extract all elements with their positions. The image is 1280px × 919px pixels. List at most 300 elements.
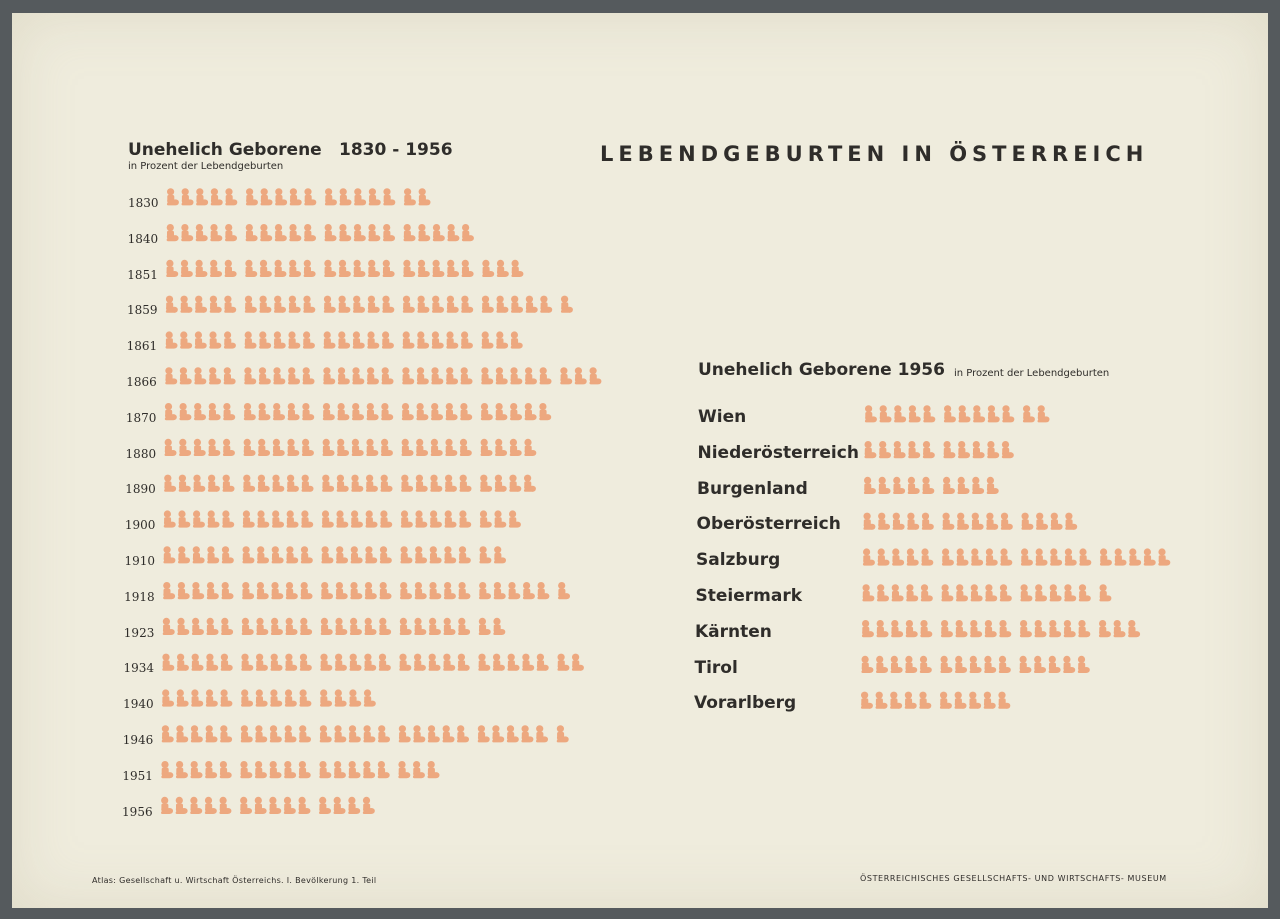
baby-figure-icon xyxy=(363,761,375,778)
baby-figure-icon xyxy=(289,224,301,241)
baby-figure-icon xyxy=(428,761,440,778)
baby-figure-icon xyxy=(1064,584,1076,601)
baby-figure-icon xyxy=(191,725,203,742)
baby-figure-icon xyxy=(338,296,350,313)
baby-figure-icon xyxy=(351,475,363,492)
baby-figure-icon xyxy=(242,582,254,599)
baby-figure-icon xyxy=(537,582,549,599)
baby-figure-icon xyxy=(480,475,492,492)
baby-figure-icon xyxy=(955,692,967,709)
baby-figure-icon xyxy=(540,367,552,384)
baby-figure-icon xyxy=(417,296,429,313)
baby-figure-icon xyxy=(462,224,474,241)
baby-figure-icon xyxy=(1078,656,1090,673)
baby-figure-icon xyxy=(431,403,443,420)
baby-figure-icon xyxy=(163,582,175,599)
baby-figure-icon xyxy=(338,367,350,384)
baby-figure-icon xyxy=(536,725,548,742)
baby-figure-icon xyxy=(891,620,903,637)
baby-figure-icon xyxy=(906,584,918,601)
baby-figure-icon xyxy=(177,618,189,635)
baby-figure-icon xyxy=(507,725,519,742)
year-label: 1940 xyxy=(123,697,154,712)
baby-figure-icon xyxy=(943,477,955,494)
baby-figure-icon xyxy=(494,510,506,527)
baby-figure-icon xyxy=(382,331,394,348)
baby-figure-icon xyxy=(987,441,999,458)
baby-figure-icon xyxy=(526,296,538,313)
baby-figure-icon xyxy=(1035,584,1047,601)
baby-figure-icon xyxy=(415,546,427,563)
baby-figure-icon xyxy=(400,618,412,635)
baby-figure-icon xyxy=(496,367,508,384)
baby-figure-icon xyxy=(444,546,456,563)
baby-figure-icon xyxy=(381,475,393,492)
baby-figure-icon xyxy=(480,510,492,527)
baby-figure-icon xyxy=(176,797,188,814)
baby-figure-icon xyxy=(957,548,969,565)
baby-figure-icon xyxy=(1020,584,1032,601)
baby-figure-icon xyxy=(163,546,175,563)
baby-figure-icon xyxy=(354,188,366,205)
baby-figure-icon xyxy=(284,797,296,814)
chart1-row-1840 xyxy=(167,224,474,241)
baby-figure-icon xyxy=(220,725,232,742)
baby-figure-icon xyxy=(478,654,490,671)
baby-figure-icon xyxy=(166,260,178,277)
baby-figure-icon xyxy=(907,513,919,530)
baby-figure-icon xyxy=(969,692,981,709)
chart2-row-Wien xyxy=(865,405,1050,422)
baby-figure-icon xyxy=(364,654,376,671)
baby-figure-icon xyxy=(191,689,203,706)
baby-figure-icon xyxy=(353,260,365,277)
chart2-row-Burgenland xyxy=(864,477,999,494)
baby-figure-icon xyxy=(379,654,391,671)
baby-figure-icon xyxy=(430,475,442,492)
baby-figure-icon xyxy=(383,188,395,205)
baby-figure-icon xyxy=(275,224,287,241)
baby-figure-icon xyxy=(1002,441,1014,458)
baby-figure-icon xyxy=(1099,584,1111,601)
baby-figure-icon xyxy=(351,510,363,527)
baby-figure-icon xyxy=(958,477,970,494)
baby-figure-icon xyxy=(401,510,413,527)
baby-figure-icon xyxy=(984,692,996,709)
chart1-row-1900 xyxy=(164,510,521,527)
baby-figure-icon xyxy=(973,441,985,458)
baby-figure-icon xyxy=(510,367,522,384)
baby-figure-icon xyxy=(165,439,177,456)
baby-figure-icon xyxy=(272,510,284,527)
baby-figure-icon xyxy=(1050,548,1062,565)
baby-figure-icon xyxy=(922,477,934,494)
baby-figure-icon xyxy=(429,654,441,671)
baby-figure-icon xyxy=(302,439,314,456)
baby-figure-icon xyxy=(1049,656,1061,673)
baby-figure-icon xyxy=(367,331,379,348)
baby-figure-icon xyxy=(319,797,331,814)
baby-figure-icon xyxy=(447,260,459,277)
baby-figure-icon xyxy=(206,654,218,671)
baby-figure-icon xyxy=(1002,405,1014,422)
baby-figure-icon xyxy=(195,296,207,313)
chart1-subtitle: in Prozent der Lebendgeburten xyxy=(128,161,284,172)
baby-figure-icon xyxy=(325,224,337,241)
state-label: Steiermark xyxy=(695,586,803,606)
baby-figure-icon xyxy=(493,654,505,671)
baby-figure-icon xyxy=(285,689,297,706)
baby-figure-icon xyxy=(165,403,177,420)
baby-figure-icon xyxy=(999,620,1011,637)
baby-figure-icon xyxy=(260,260,272,277)
baby-figure-icon xyxy=(334,761,346,778)
state-label: Tirol xyxy=(694,657,738,678)
baby-figure-icon xyxy=(383,224,395,241)
baby-figure-icon xyxy=(337,439,349,456)
chart1-row-1934 xyxy=(162,654,584,671)
baby-figure-icon xyxy=(338,331,350,348)
baby-figure-icon xyxy=(890,692,902,709)
baby-figure-icon xyxy=(245,296,257,313)
baby-figure-icon xyxy=(196,224,208,241)
baby-figure-icon xyxy=(557,654,569,671)
baby-figure-icon xyxy=(244,439,256,456)
baby-figure-icon xyxy=(210,260,222,277)
baby-figure-icon xyxy=(1049,620,1061,637)
baby-figure-icon xyxy=(222,546,234,563)
baby-figure-icon xyxy=(891,656,903,673)
baby-figure-icon xyxy=(511,331,523,348)
baby-figure-icon xyxy=(221,654,233,671)
baby-figure-icon xyxy=(287,475,299,492)
baby-figure-icon xyxy=(443,725,455,742)
baby-figure-icon xyxy=(495,475,507,492)
baby-figure-icon xyxy=(864,441,876,458)
baby-figure-icon xyxy=(164,510,176,527)
baby-figure-icon xyxy=(401,475,413,492)
baby-figure-icon xyxy=(482,296,494,313)
baby-figure-icon xyxy=(289,260,301,277)
baby-figure-icon xyxy=(458,618,470,635)
baby-figure-icon xyxy=(1050,584,1062,601)
baby-figure-icon xyxy=(177,689,189,706)
baby-figure-icon xyxy=(1079,584,1091,601)
baby-figure-icon xyxy=(1128,620,1140,637)
baby-figure-icon xyxy=(208,439,220,456)
baby-figure-icon xyxy=(921,584,933,601)
baby-figure-icon xyxy=(482,260,494,277)
baby-figure-icon xyxy=(560,367,572,384)
baby-figure-icon xyxy=(300,654,312,671)
chart1-row-1859 xyxy=(166,296,573,313)
baby-figure-icon xyxy=(923,441,935,458)
baby-figure-icon xyxy=(400,582,412,599)
year-label: 1951 xyxy=(122,768,153,783)
baby-figure-icon xyxy=(894,441,906,458)
baby-figure-icon xyxy=(940,692,952,709)
baby-figure-icon xyxy=(299,761,311,778)
baby-figure-icon xyxy=(878,548,890,565)
baby-figure-icon xyxy=(205,797,217,814)
baby-figure-icon xyxy=(167,224,179,241)
baby-figure-icon xyxy=(244,403,256,420)
baby-figure-icon xyxy=(539,403,551,420)
baby-figure-icon xyxy=(985,584,997,601)
baby-figure-icon xyxy=(956,620,968,637)
baby-figure-icon xyxy=(288,367,300,384)
baby-figure-icon xyxy=(416,439,428,456)
baby-figure-icon xyxy=(1034,656,1046,673)
baby-figure-icon xyxy=(180,367,192,384)
baby-figure-icon xyxy=(284,761,296,778)
baby-figure-icon xyxy=(323,439,335,456)
baby-figure-icon xyxy=(190,797,202,814)
baby-figure-icon xyxy=(1023,405,1035,422)
baby-figure-icon xyxy=(431,439,443,456)
state-label: Salzburg xyxy=(696,550,781,571)
baby-figure-icon xyxy=(323,367,335,384)
baby-figure-icon xyxy=(225,260,237,277)
baby-figure-icon xyxy=(432,260,444,277)
baby-figure-icon xyxy=(181,224,193,241)
baby-figure-icon xyxy=(303,331,315,348)
baby-figure-icon xyxy=(246,188,258,205)
baby-figure-icon xyxy=(972,477,984,494)
state-label: Niederösterreich xyxy=(697,442,859,463)
baby-figure-icon xyxy=(941,584,953,601)
baby-figure-icon xyxy=(1065,548,1077,565)
baby-figure-icon xyxy=(561,296,573,313)
chart1-row-1861 xyxy=(166,331,523,348)
baby-figure-icon xyxy=(403,260,415,277)
chart1-row-1890 xyxy=(164,475,536,492)
baby-figure-icon xyxy=(1129,548,1141,565)
chart1-row-1951 xyxy=(161,761,439,778)
chart1-row-1910 xyxy=(163,546,506,563)
baby-figure-icon xyxy=(225,188,237,205)
baby-figure-icon xyxy=(1158,548,1170,565)
baby-figure-icon xyxy=(1114,620,1126,637)
baby-figure-icon xyxy=(272,475,284,492)
baby-figure-icon xyxy=(432,331,444,348)
baby-figure-icon xyxy=(194,403,206,420)
baby-figure-icon xyxy=(1001,513,1013,530)
baby-figure-icon xyxy=(380,582,392,599)
baby-figure-icon xyxy=(271,654,283,671)
baby-figure-icon xyxy=(321,582,333,599)
baby-figure-icon xyxy=(161,797,173,814)
baby-figure-icon xyxy=(984,656,996,673)
baby-figure-icon xyxy=(432,296,444,313)
baby-figure-icon xyxy=(1038,405,1050,422)
baby-figure-icon xyxy=(443,654,455,671)
baby-figure-icon xyxy=(417,367,429,384)
year-label: 1859 xyxy=(126,303,158,318)
baby-figure-icon xyxy=(1115,548,1127,565)
baby-figure-icon xyxy=(366,439,378,456)
baby-figure-icon xyxy=(524,439,536,456)
baby-figure-icon xyxy=(413,725,425,742)
baby-figure-icon xyxy=(971,548,983,565)
baby-figure-icon xyxy=(862,620,874,637)
baby-figure-icon xyxy=(459,510,471,527)
baby-figure-icon xyxy=(446,403,458,420)
baby-figure-icon xyxy=(285,725,297,742)
baby-figure-icon xyxy=(304,260,316,277)
year-label: 1923 xyxy=(123,625,155,640)
baby-figure-icon xyxy=(522,654,534,671)
baby-figure-icon xyxy=(241,654,253,671)
page-title: LEBENDGEBURTEN IN ÖSTERREICH xyxy=(600,142,1149,166)
chart1-row-1918 xyxy=(163,582,570,599)
chart2-row-Steiermark xyxy=(862,584,1111,601)
baby-figure-icon xyxy=(589,367,601,384)
baby-figure-icon xyxy=(304,188,316,205)
baby-figure-icon xyxy=(877,584,889,601)
baby-figure-icon xyxy=(162,654,174,671)
baby-figure-icon xyxy=(301,546,313,563)
baby-figure-icon xyxy=(335,689,347,706)
baby-figure-icon xyxy=(209,331,221,348)
chart2-row-Kärnten xyxy=(862,620,1140,637)
baby-figure-icon xyxy=(325,188,337,205)
chart2-title: Unehelich Geborene 1956 xyxy=(698,360,945,380)
baby-figure-icon xyxy=(270,725,282,742)
baby-figure-icon xyxy=(417,331,429,348)
baby-figure-icon xyxy=(271,618,283,635)
baby-figure-icon xyxy=(336,582,348,599)
baby-figure-icon xyxy=(219,797,231,814)
baby-figure-icon xyxy=(908,477,920,494)
baby-figure-icon xyxy=(366,475,378,492)
baby-figure-icon xyxy=(557,725,569,742)
baby-figure-icon xyxy=(942,513,954,530)
baby-figure-icon xyxy=(273,439,285,456)
baby-figure-icon xyxy=(892,548,904,565)
baby-figure-icon xyxy=(494,582,506,599)
baby-figure-icon xyxy=(194,367,206,384)
baby-figure-icon xyxy=(353,296,365,313)
baby-figure-icon xyxy=(893,477,905,494)
baby-figure-icon xyxy=(334,725,346,742)
baby-figure-icon xyxy=(894,405,906,422)
baby-figure-icon xyxy=(876,656,888,673)
chart2-subtitle: in Prozent der Lebendgeburten xyxy=(954,368,1110,379)
baby-figure-icon xyxy=(380,546,392,563)
baby-figure-icon xyxy=(337,403,349,420)
baby-figure-icon xyxy=(447,224,459,241)
baby-figure-icon xyxy=(460,439,472,456)
baby-figure-icon xyxy=(224,296,236,313)
baby-figure-icon xyxy=(224,331,236,348)
baby-figure-icon xyxy=(324,260,336,277)
chart2-row-Tirol xyxy=(861,656,1089,673)
baby-figure-icon xyxy=(511,260,523,277)
baby-figure-icon xyxy=(403,331,415,348)
baby-figure-icon xyxy=(382,367,394,384)
baby-figure-icon xyxy=(301,582,313,599)
baby-figure-icon xyxy=(880,405,892,422)
baby-figure-icon xyxy=(274,260,286,277)
year-label: 1918 xyxy=(124,589,155,604)
baby-figure-icon xyxy=(339,260,351,277)
baby-figure-icon xyxy=(1000,584,1012,601)
baby-figure-icon xyxy=(322,510,334,527)
baby-figure-icon xyxy=(207,618,219,635)
baby-figure-icon xyxy=(179,439,191,456)
baby-figure-icon xyxy=(193,475,205,492)
baby-figure-icon xyxy=(1079,548,1091,565)
baby-figure-icon xyxy=(320,689,332,706)
baby-figure-icon xyxy=(1099,620,1111,637)
baby-figure-icon xyxy=(444,582,456,599)
baby-figure-icon xyxy=(861,692,873,709)
baby-figure-icon xyxy=(350,582,362,599)
year-label: 1851 xyxy=(127,267,158,282)
chart1-row-1880 xyxy=(165,439,537,456)
baby-figure-icon xyxy=(1063,656,1075,673)
baby-figure-icon xyxy=(321,546,333,563)
baby-figure-icon xyxy=(493,618,505,635)
baby-figure-icon xyxy=(909,405,921,422)
baby-figure-icon xyxy=(223,439,235,456)
baby-figure-icon xyxy=(864,477,876,494)
baby-figure-icon xyxy=(862,584,874,601)
baby-figure-icon xyxy=(524,475,536,492)
baby-figure-icon xyxy=(510,403,522,420)
baby-figure-icon xyxy=(381,439,393,456)
baby-figure-icon xyxy=(260,224,272,241)
baby-figure-icon xyxy=(339,224,351,241)
baby-figure-icon xyxy=(430,510,442,527)
baby-figure-icon xyxy=(304,224,316,241)
baby-figure-icon xyxy=(447,296,459,313)
baby-figure-icon xyxy=(479,582,491,599)
baby-figure-icon xyxy=(334,797,346,814)
baby-figure-icon xyxy=(178,582,190,599)
baby-figure-icon xyxy=(972,513,984,530)
baby-figure-icon xyxy=(259,296,271,313)
baby-figure-icon xyxy=(223,403,235,420)
baby-figure-icon xyxy=(878,513,890,530)
baby-figure-icon xyxy=(877,620,889,637)
baby-figure-icon xyxy=(511,296,523,313)
baby-figure-icon xyxy=(285,654,297,671)
baby-figure-icon xyxy=(270,689,282,706)
baby-figure-icon xyxy=(337,475,349,492)
baby-figure-icon xyxy=(272,546,284,563)
baby-figure-icon xyxy=(363,725,375,742)
baby-figure-icon xyxy=(364,689,376,706)
baby-figure-icon xyxy=(210,224,222,241)
baby-figure-icon xyxy=(879,441,891,458)
baby-figure-icon xyxy=(166,331,178,348)
baby-figure-icon xyxy=(575,367,587,384)
baby-figure-icon xyxy=(298,797,310,814)
baby-figure-icon xyxy=(274,331,286,348)
baby-figure-icon xyxy=(403,296,415,313)
baby-figure-icon xyxy=(433,224,445,241)
baby-figure-icon xyxy=(942,548,954,565)
baby-figure-icon xyxy=(256,618,268,635)
baby-figure-icon xyxy=(287,439,299,456)
baby-figure-icon xyxy=(246,224,258,241)
baby-figure-icon xyxy=(288,331,300,348)
year-label: 1946 xyxy=(122,733,154,747)
baby-figure-icon xyxy=(402,367,414,384)
baby-figure-icon xyxy=(274,296,286,313)
